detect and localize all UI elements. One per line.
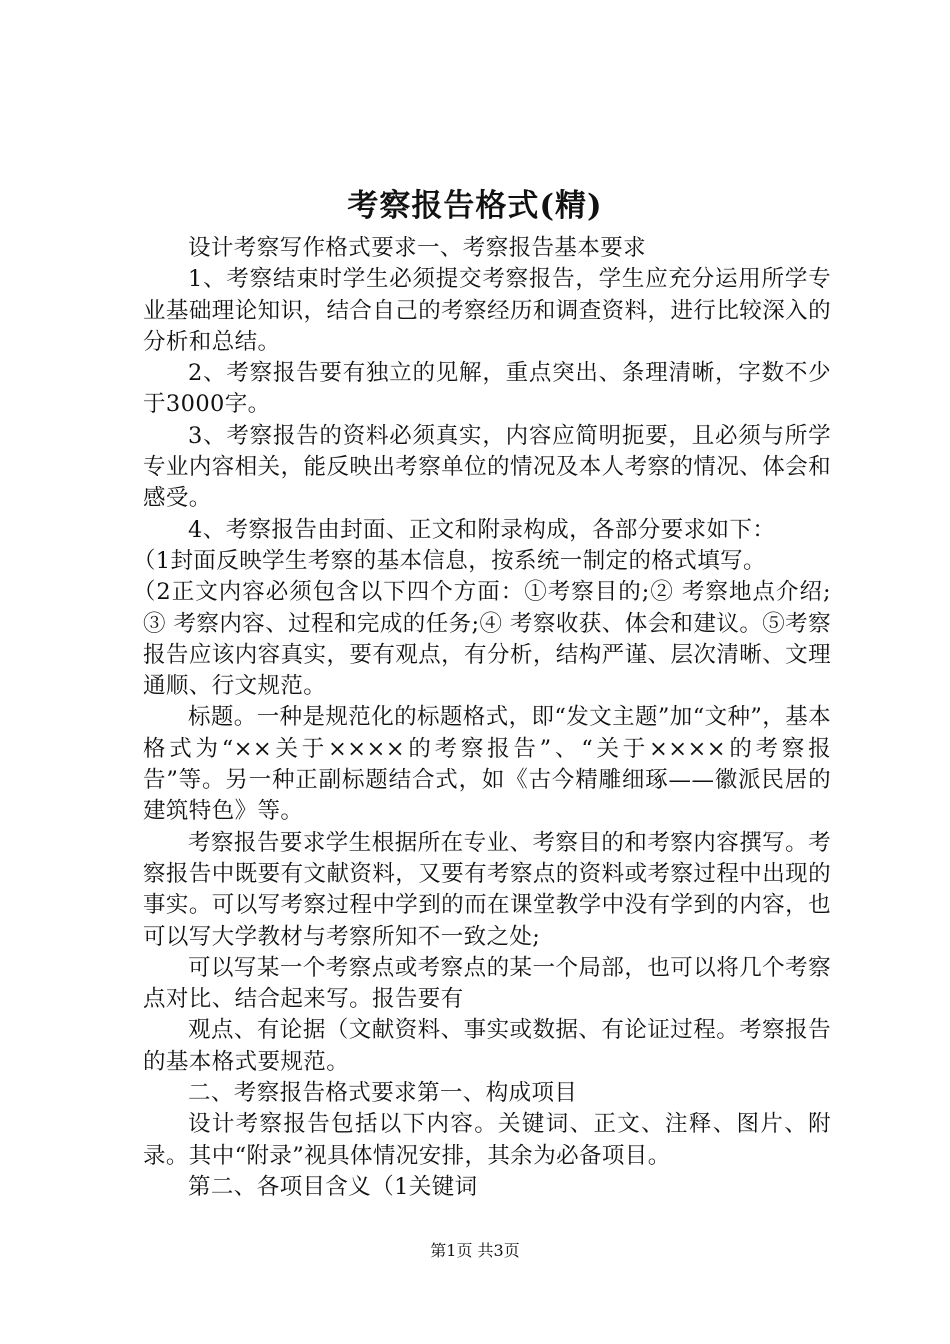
page-footer: 第1页 共3页 (430, 1241, 520, 1260)
document-body (132, 233, 832, 1203)
paragraph-requirement-4: 4、考察报告由封面、正文和附录构成，各部分要求如下： (188, 516, 776, 543)
paragraph-requirement-3: 3、考察报告的资料必须真实，内容应简明扼要，且必须与所学专业内容相关，能反映出考察单位的情况及本人考察的情况、体会和感受。 (143, 422, 831, 512)
paragraph-components: 设计考察报告包括以下内容。关键词、正文、注释、图片、附录。其中“附录”视具体情况安排，其余为必备项目。 (143, 1111, 831, 1169)
paragraph-main-body: （2正文内容必须包含以下四个方面：①考察目的;② 考察地点介绍;③ 考察内容、过程和完成的任务;④ 考察收获、体会和建议。⑤考察报告应该内容真实，要有观点，有分析，结构严谨、层次清晰、文理通顺、行文规范。 (132, 579, 831, 700)
paragraph-requirement-1: 1、考察结束时学生必须提交考察报告，学生应充分运用所学专业基础理论知识，结合自己的考察经历和调查资料，进行比较深入的分析和总结。 (143, 266, 831, 355)
paragraph-content-requirements: 考察报告要求学生根据所在专业、考察目的和考察内容撰写。考察报告中既要有文献资料，又要有考察点的资料或考察过程中出现的事实。可以写考察过程中学到的而在课堂教学中没有学到的内容，也可以写大学教材与考察所知不一致之处; (143, 829, 831, 950)
paragraph-scope: 可以写某一个考察点或考察点的某一个局部，也可以将几个考察点对比、结合起来写。报告要有 (143, 954, 831, 1013)
paragraph-cover: （1封面反映学生考察的基本信息，按系统一制定的格式填写。 (132, 547, 766, 574)
paragraph-requirement-2: 2、考察报告要有独立的见解，重点突出、条理清晰，字数不少于3000字。 (143, 360, 831, 418)
paragraph-item-meanings: 第二、各项目含义（1关键词 (188, 1173, 478, 1200)
document-title: 考察报告格式(精) (347, 188, 603, 224)
paragraph-viewpoints: 观点、有论据（文献资料、事实或数据、有论证过程。考察报告的基本格式要规范。 (143, 1017, 831, 1075)
paragraph-section-two: 二、考察报告格式要求第一、构成项目 (188, 1080, 578, 1107)
paragraph-title-format: 标题。一种是规范化的标题格式，即“发文主题”加“文种”，基本格式为“××关于××××的考察报告”、“关于××××的考察报告”等。另一种正副标题结合式，如《古今精雕细琢——徽派民居的建筑特色》等。 (143, 704, 832, 825)
paragraph-intro: 设计考察写作格式要求一、考察报告基本要求 (188, 235, 647, 261)
